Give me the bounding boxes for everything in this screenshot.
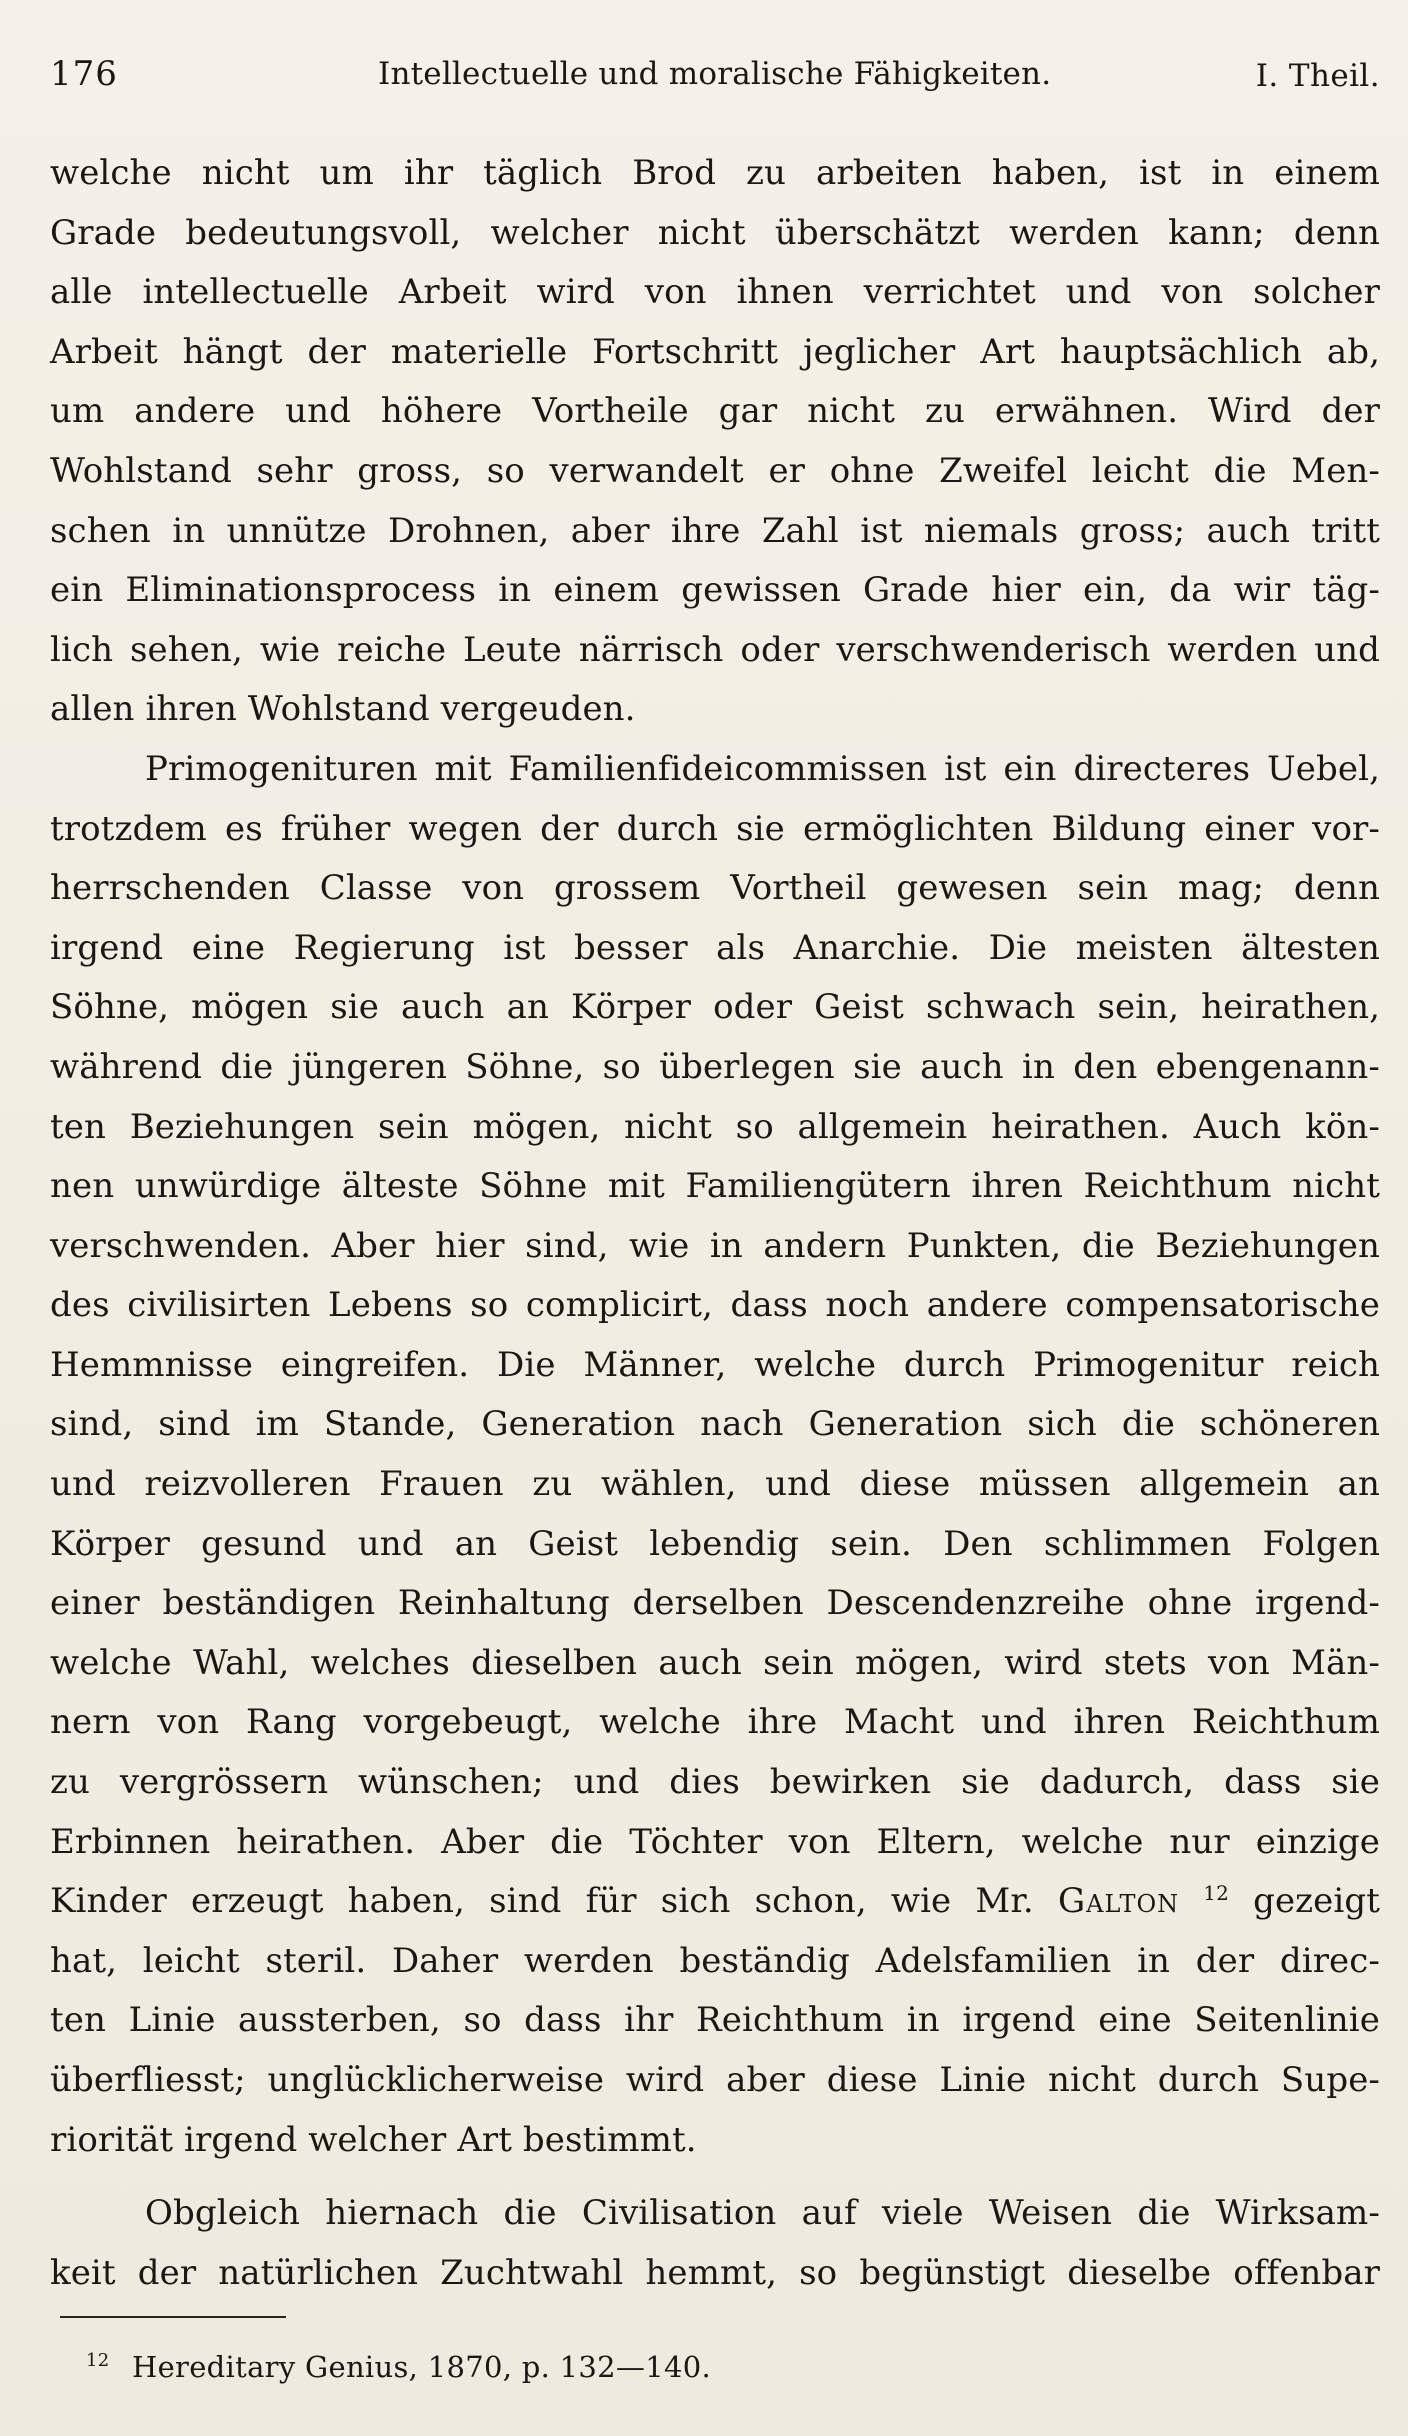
text-line: nen unwürdige älteste Söhne mit Familiengütern ihren Reichthum nicht xyxy=(50,1166,1380,1207)
text-line: riorität irgend welcher Art bestimmt. xyxy=(50,2119,697,2160)
text-line: Wohlstand sehr gross, so verwandelt er ohne Zweifel leicht die Men- xyxy=(50,450,1380,491)
text-line: während die jüngeren Söhne, so überlegen sie auch in den ebengenann- xyxy=(50,1046,1380,1087)
text-line: und reizvolleren Frauen zu wählen, und diese müssen allgemein an xyxy=(50,1464,1380,1505)
text-line: Grade bedeutungsvoll, welcher nicht überschätzt werden kann; denn xyxy=(50,212,1380,253)
text-line: schen in unnütze Drohnen, aber ihre Zahl ist niemals gross; auch tritt xyxy=(50,510,1380,551)
text-line: trotzdem es früher wegen der durch sie ermöglichten Bildung einer vor- xyxy=(50,808,1380,849)
text-line: Arbeit hängt der materielle Fortschritt jeglicher Art hauptsächlich ab, xyxy=(50,331,1380,372)
text-line: Primogenituren mit Familienfideicommissen ist ein directeres Uebel, xyxy=(145,748,1380,789)
text-line: zu vergrössern wünschen; und dies bewirken sie dadurch, dass sie xyxy=(50,1762,1380,1803)
text-line: sind, sind im Stande, Generation nach Generation sich die schöneren xyxy=(50,1404,1380,1445)
text-line: allen ihren Wohlstand vergeuden. xyxy=(50,689,636,730)
text-line: um andere und höhere Vortheile gar nicht zu erwähnen. Wird der xyxy=(50,391,1380,432)
footnote-divider xyxy=(60,2316,286,2318)
paragraph-gap xyxy=(50,2170,1380,2184)
paragraph xyxy=(50,740,1380,2170)
text-line: einer beständigen Reinhaltung derselben Descendenzreihe ohne irgend- xyxy=(50,1583,1380,1624)
text-line: welche nicht um ihr täglich Brod zu arbeiten haben, ist in einem xyxy=(50,153,1380,193)
text-line: alle intellectuelle Arbeit wird von ihnen verrichtet und von solcher xyxy=(50,272,1380,313)
text-line: verschwenden. Aber hier sind, wie in andern Punkten, die Beziehungen xyxy=(50,1225,1380,1266)
text-line: ten Beziehungen sein mögen, nicht so allgemein heirathen. Auch kön- xyxy=(50,1106,1380,1147)
text-line: irgend eine Regierung ist besser als Anarchie. Die meisten ältesten xyxy=(50,927,1380,968)
part-label: I. Theil. xyxy=(1255,58,1380,94)
text-line: Söhne, mögen sie auch an Körper oder Geist schwach sein, heirathen, xyxy=(50,987,1380,1028)
text-line: Obgleich hiernach die Civilisation auf viele Weisen die Wirksam- xyxy=(145,2193,1380,2234)
text-line: lich sehen, wie reiche Leute närrisch oder verschwenderisch werden und xyxy=(50,629,1380,670)
text-line: überfliesst; unglücklicherweise wird aber diese Linie nicht durch Supe- xyxy=(50,2060,1380,2100)
text-line: ten Linie aussterben, so dass ihr Reichthum in irgend eine Seitenlinie xyxy=(50,2000,1380,2041)
author-name: Galton xyxy=(1057,1881,1180,1922)
footnote xyxy=(86,2350,711,2384)
text-line: ein Eliminationsprocess in einem gewissen Grade hier ein, da wir täg- xyxy=(50,570,1380,611)
paragraph xyxy=(50,2184,1380,2303)
text-line: Erbinnen heirathen. Aber die Töchter von Eltern, welche nur einzige xyxy=(50,1821,1380,1862)
line-segment: Kinder erzeugt haben, sind für sich schon, wie Mr. xyxy=(50,1881,1058,1922)
text-line: herrschenden Classe von grossem Vortheil gewesen sein mag; denn xyxy=(50,868,1380,909)
text-line: Hemmnisse eingreifen. Die Männer, welche durch Primogenitur reich xyxy=(50,1344,1380,1385)
footnote-marker: 12 xyxy=(86,2350,110,2371)
footnote-reference[interactable]: 12 xyxy=(1203,1881,1229,1906)
page-header xyxy=(50,54,1380,106)
text-line: welche Wahl, welches dieselben auch sein mögen, wird stets von Män- xyxy=(50,1642,1380,1683)
line-segment: gezeigt xyxy=(1253,1881,1380,1922)
running-title: Intellectuelle und moralische Fähigkeiten. xyxy=(378,56,1052,92)
text-line-with-citation xyxy=(50,1872,1380,1932)
footnote-text: Hereditary Genius, 1870, p. 132—140. xyxy=(132,2350,711,2384)
text-line: Körper gesund und an Geist lebendig sein. Den schlimmen Folgen xyxy=(50,1523,1380,1564)
text-line: keit der natürlichen Zuchtwahl hemmt, so begünstigt dieselbe offenbar xyxy=(50,2252,1380,2293)
text-line: des civilisirten Lebens so complicirt, dass noch andere compensatorische xyxy=(50,1285,1380,1326)
paragraph xyxy=(50,144,1380,740)
body-text xyxy=(50,144,1380,2303)
page-number: 176 xyxy=(50,54,118,94)
text-line: hat, leicht steril. Daher werden beständig Adelsfamilien in der direc- xyxy=(50,1940,1380,1981)
text-line: nern von Rang vorgebeugt, welche ihre Macht und ihren Reichthum xyxy=(50,1702,1380,1743)
